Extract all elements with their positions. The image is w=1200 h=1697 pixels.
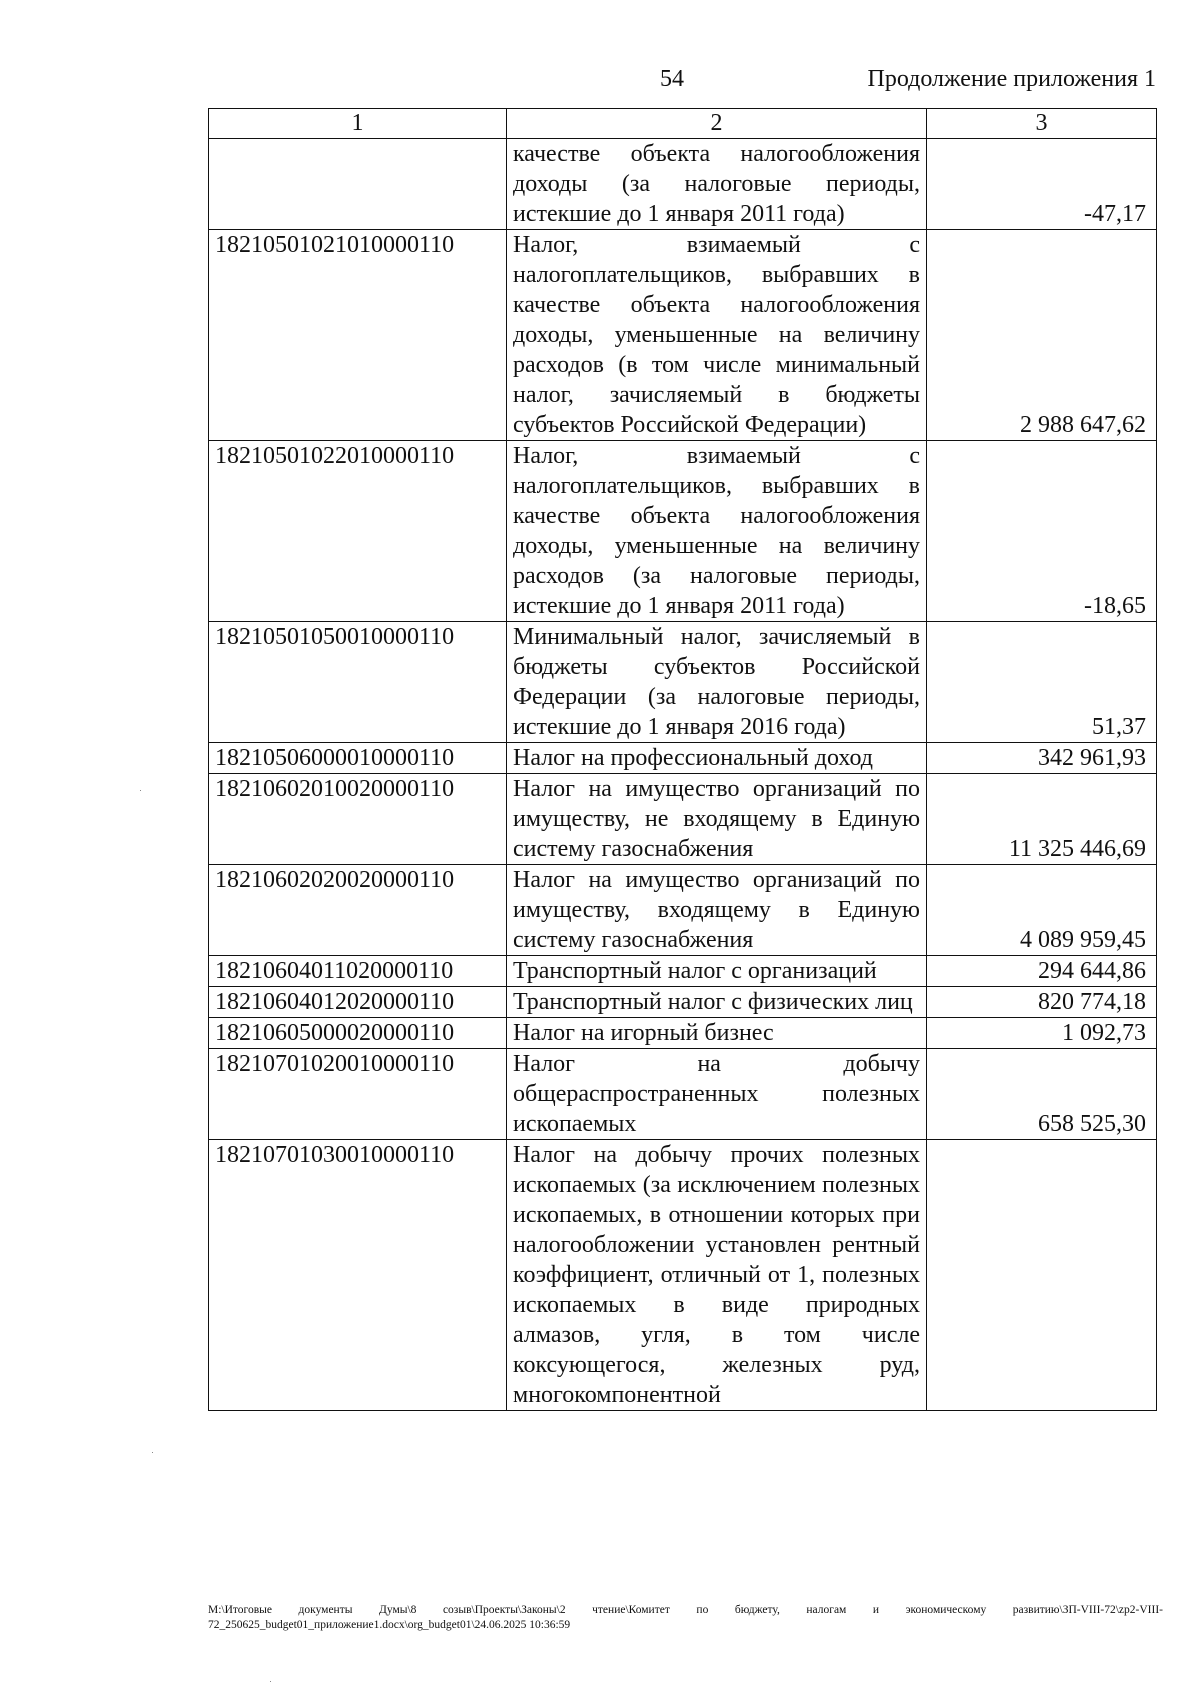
name-cell: Налог, взимаемый с налогоплательщиков, выбравших в качестве объекта налогообложения доходы, уменьшенные на величину расходов (в том числе минимальный налог, зачисляемый в бюджеты субъектов Российской Федерации) [507,230,927,441]
amount-cell: -47,17 [927,139,1157,230]
amount-cell: 658 525,30 [927,1049,1157,1140]
code-cell: 18210506000010000110 [209,743,507,774]
table-row [209,956,1157,987]
code-cell: 18210604012020000110 [209,987,507,1018]
amount-cell: 820 774,18 [927,987,1157,1018]
amount-cell: 2 988 647,62 [927,230,1157,441]
code-cell: 18210701020010000110 [209,1049,507,1140]
name-cell: Налог на имущество организаций по имуществу, не входящему в Единую систему газоснабжения [507,774,927,865]
code-cell: 18210602020020000110 [209,865,507,956]
amount-cell: -18,65 [927,441,1157,622]
name-cell: Налог на имущество организаций по имуществу, входящему в Единую систему газоснабжения [507,865,927,956]
column-header: 3 [927,109,1157,139]
name-cell: Минимальный налог, зачисляемый в бюджеты субъектов Российской Федерации (за налоговые периоды, истекшие до 1 января 2016 года) [507,622,927,743]
column-header: 2 [507,109,927,139]
name-cell: Налог на добычу прочих полезных ископаемых (за исключением полезных ископаемых, в отношении которых при налогообложении установлен рентный коэффициент, отличный от 1, полезных ископаемых в виде природных алмазов, угля, в том числе коксующегося, железных руд, многокомпонентной [507,1140,927,1411]
column-header: 1 [209,109,507,139]
name-cell: Транспортный налог с физических лиц [507,987,927,1018]
amount-cell: 4 089 959,45 [927,865,1157,956]
name-cell: Налог на профессиональный доход [507,743,927,774]
table-row [209,865,1157,956]
table-row [209,743,1157,774]
name-cell: Налог, взимаемый с налогоплательщиков, выбравших в качестве объекта налогообложения доходы, уменьшенные на величину расходов (за налоговые периоды, истекшие до 1 января 2011 года) [507,441,927,622]
table-row [209,1018,1157,1049]
continuation-label: Продолжение приложения 1 [867,66,1156,92]
code-cell [209,139,507,230]
amount-cell: 51,37 [927,622,1157,743]
code-cell: 18210501022010000110 [209,441,507,622]
table-row [209,987,1157,1018]
amount-cell: 294 644,86 [927,956,1157,987]
amount-cell: 1 092,73 [927,1018,1157,1049]
name-cell: Налог на добычу общераспространенных полезных ископаемых [507,1049,927,1140]
code-cell: 18210604011020000110 [209,956,507,987]
document-path-footer: M:\Итоговые документы Думы\8 созыв\Проекты\Законы\2 чтение\Комитет по бюджету, налогам и экономическому развитию\ЗП-VIII-72\zp2-VIII-72_250625_budget01_приложение1.docx\org_budget01\24.06.2025 10:36:59 [208,1604,1163,1631]
page-number: 54 [660,66,684,92]
code-cell: 18210605000020000110 [209,1018,507,1049]
table-header-row [209,109,1157,139]
amount-cell: 342 961,93 [927,743,1157,774]
code-cell: 18210701030010000110 [209,1140,507,1411]
table-row [209,774,1157,865]
budget-table [208,108,1157,1411]
code-cell: 18210501021010000110 [209,230,507,441]
table-row [209,441,1157,622]
code-cell: 18210602010020000110 [209,774,507,865]
amount-cell: 11 325 446,69 [927,774,1157,865]
name-cell: Налог на игорный бизнес [507,1018,927,1049]
name-cell: Транспортный налог с организаций [507,956,927,987]
amount-cell [927,1140,1157,1411]
table-row [209,1140,1157,1411]
name-cell: качестве объекта налогообложения доходы (за налоговые периоды, истекшие до 1 января 2011 года) [507,139,927,230]
table-row [209,622,1157,743]
table-row [209,1049,1157,1140]
table-row [209,230,1157,441]
table-row [209,139,1157,230]
code-cell: 18210501050010000110 [209,622,507,743]
